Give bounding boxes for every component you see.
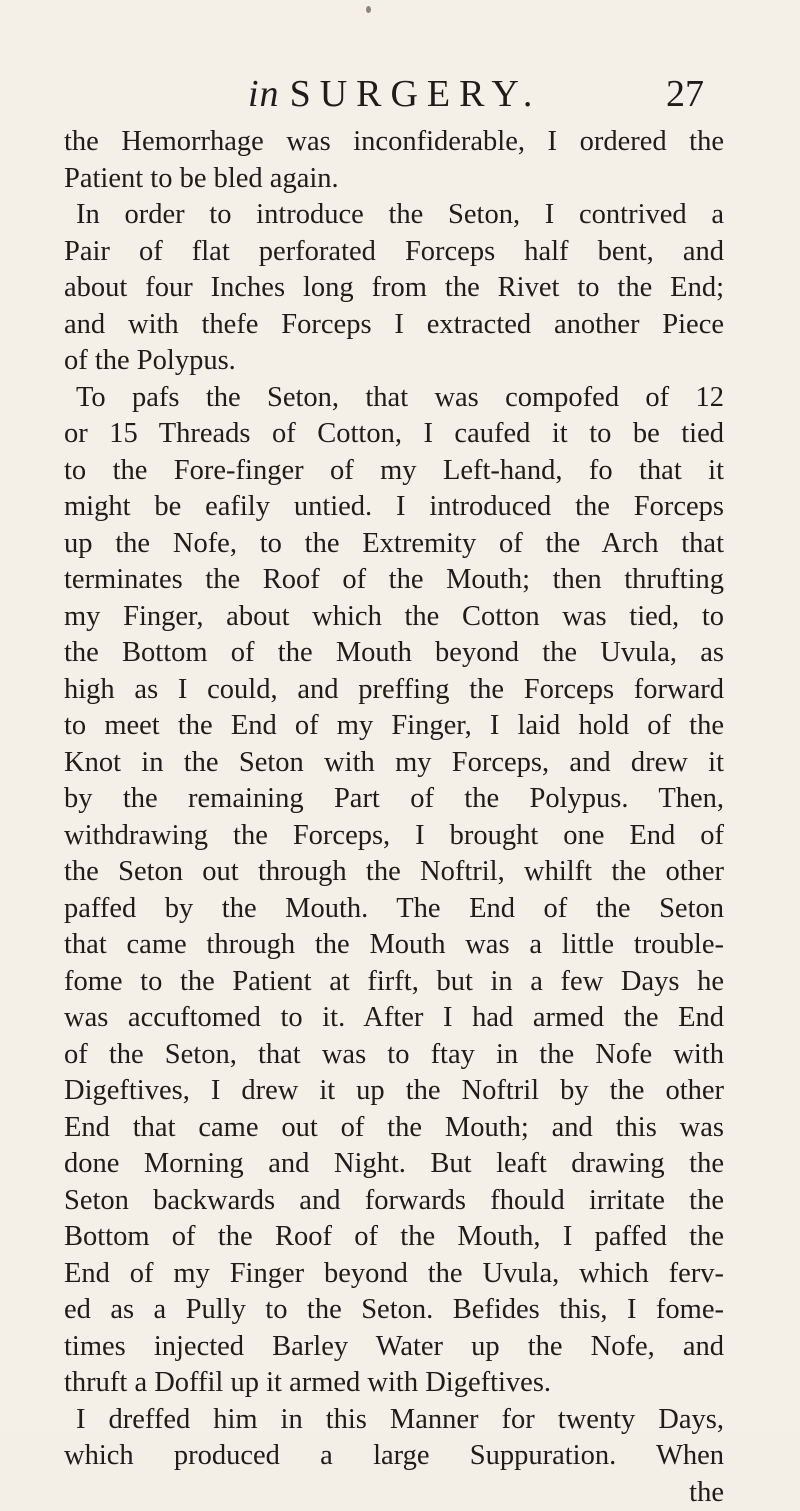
page-number: 27: [666, 70, 704, 118]
text-line: Seton backwards and forwards fhould irritate the: [64, 1183, 724, 1220]
running-title: SURGERY.: [290, 73, 542, 115]
body-text: [64, 124, 724, 1511]
text-line: or 15 Threads of Cotton, I caufed it to be tied: [64, 416, 724, 453]
text-line: I dreffed him in this Manner for twenty Days,: [64, 1402, 724, 1439]
text-line: End of my Finger beyond the Uvula, which ferv-: [64, 1256, 724, 1293]
running-header: [248, 70, 718, 118]
text-line: was accuftomed to it. After I had armed the End: [64, 1000, 724, 1037]
catchword: the: [64, 1475, 724, 1511]
text-line: high as I could, and preffing the Forceps forward: [64, 672, 724, 709]
ink-speck: [366, 6, 371, 13]
text-line: about four Inches long from the Rivet to the End;: [64, 270, 724, 307]
text-line: To pafs the Seton, that was compofed of 12: [64, 380, 724, 417]
text-line: withdrawing the Forceps, I brought one End of: [64, 818, 724, 855]
text-line: End that came out of the Mouth; and this was: [64, 1110, 724, 1147]
text-line: the Bottom of the Mouth beyond the Uvula, as: [64, 635, 724, 672]
text-line: terminates the Roof of the Mouth; then thrufting: [64, 562, 724, 599]
header-prefix: in: [248, 73, 280, 115]
text-line: Pair of flat perforated Forceps half bent, and: [64, 234, 724, 271]
text-line: Digeftives, I drew it up the Noftril by the other: [64, 1073, 724, 1110]
text-line: of the Polypus.: [64, 343, 724, 380]
text-line: ed as a Pully to the Seton. Befides this, I fome-: [64, 1292, 724, 1329]
text-line: of the Seton, that was to ftay in the Nofe with: [64, 1037, 724, 1074]
text-line: that came through the Mouth was a little trouble-: [64, 927, 724, 964]
text-line: paffed by the Mouth. The End of the Seton: [64, 891, 724, 928]
text-line: Patient to be bled again.: [64, 161, 724, 198]
text-line: the Hemorrhage was inconfiderable, I ordered the: [64, 124, 724, 161]
text-line: Bottom of the Roof of the Mouth, I paffed the: [64, 1219, 724, 1256]
text-line: to the Fore-finger of my Left-hand, fo that it: [64, 453, 724, 490]
text-line: the Seton out through the Noftril, whilft the other: [64, 854, 724, 891]
text-line: Knot in the Seton with my Forceps, and drew it: [64, 745, 724, 782]
text-line: my Finger, about which the Cotton was tied, to: [64, 599, 724, 636]
text-line: and with thefe Forceps I extracted another Piece: [64, 307, 724, 344]
text-line: might be eafily untied. I introduced the Forceps: [64, 489, 724, 526]
text-line: In order to introduce the Seton, I contrived a: [64, 197, 724, 234]
text-line: up the Nofe, to the Extremity of the Arch that: [64, 526, 724, 563]
text-line: thruft a Doffil up it armed with Digeftives.: [64, 1365, 724, 1402]
text-line: which produced a large Suppuration. When: [64, 1438, 724, 1475]
text-line: to meet the End of my Finger, I laid hold of the: [64, 708, 724, 745]
text-line: fome to the Patient at firft, but in a few Days he: [64, 964, 724, 1001]
text-line: times injected Barley Water up the Nofe, and: [64, 1329, 724, 1366]
text-line: by the remaining Part of the Polypus. Then,: [64, 781, 724, 818]
text-line: done Morning and Night. But leaft drawing the: [64, 1146, 724, 1183]
